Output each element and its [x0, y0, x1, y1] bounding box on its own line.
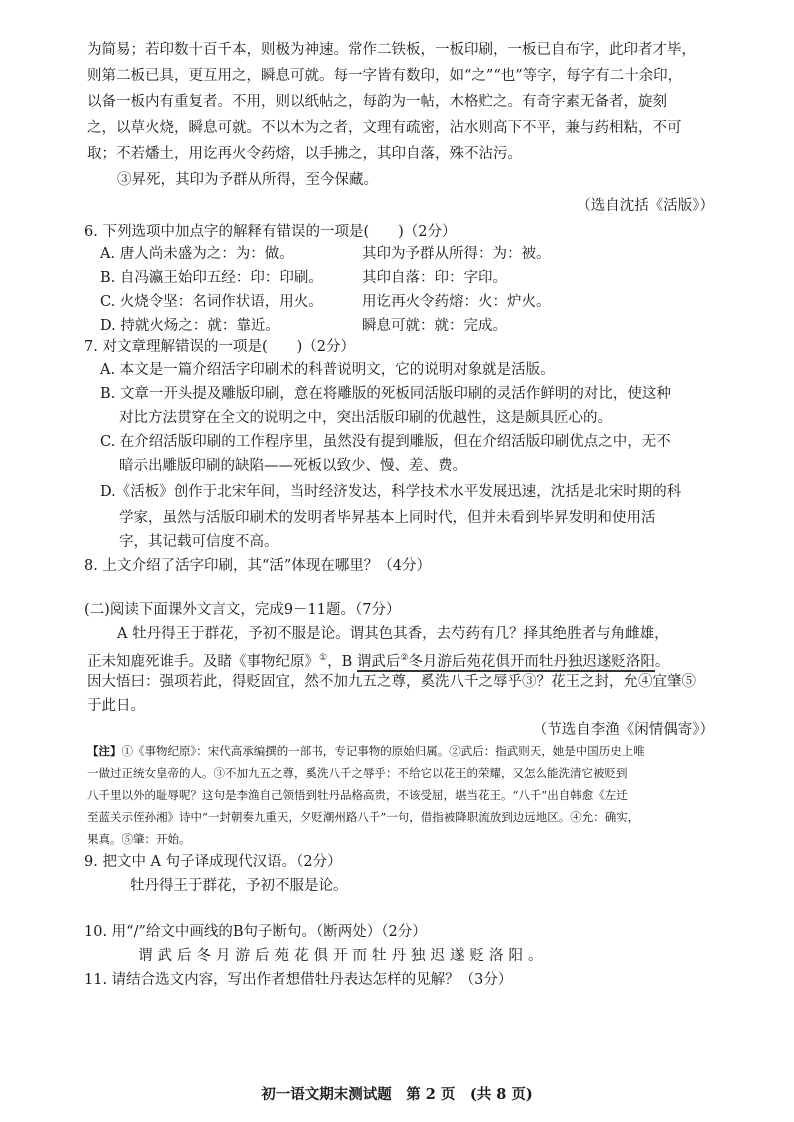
- question-stem: 6. 下列选项中加点字的解释有错误的一项是( )（2分）: [84, 224, 457, 240]
- option-line: C. 在介绍活版印刷的工作程序里，虽然没有提到雕版，但在介绍活版印刷优点之中，无不: [100, 434, 671, 450]
- option-line: 学家，虽然与活版印刷术的发明者毕昇基本上同时代，但并未看到毕昇发明和使用活: [119, 510, 656, 526]
- underlined-sentence-b: 谓武后②冬月游后苑花俱开而牡丹独迟遂贬洛阳: [356, 653, 655, 670]
- option-right: 其印自落：印：字印。: [362, 270, 507, 286]
- punctuation-sentence: 谓武后冬月游后苑花俱开而牡丹独迟遂贬洛阳。: [138, 948, 548, 964]
- question-stem: 9. 把文中 A 句子译成现代汉语。（2分）: [84, 854, 342, 870]
- note-line: 一做过正统女皇帝的人。③不加九五之尊，奚洗八千之辱乎：不给它以花王的荣耀，又怎么能洗清它被贬到: [87, 766, 628, 780]
- option-line: 对比方法贯穿在全文的说明之中，突出活版印刷的优越性，这是颇具匠心的。: [119, 410, 612, 426]
- question-8-stem: 8. 上文介绍了活字印刷，其“活”体现在哪里？（4分）: [84, 558, 431, 574]
- passage-source: （选自沈括《活版》）: [576, 198, 714, 214]
- option-left: A. 唐人尚未盛为之：为：做。: [100, 246, 294, 262]
- option-left: C. 火烧令坚：名词作状语，用火。: [100, 294, 323, 310]
- classical-text-line: 正未知鹿死谁手。及睹《事物纪原》①，B 谓武后②冬月游后苑花俱开而牡丹独迟遂贬洛阳。: [87, 653, 670, 670]
- question-11-stem: 11. 请结合选文内容，写出作者想借牡丹表达怎样的见解？（3分）: [84, 972, 513, 988]
- option-line: D.《活板》创作于北宋年间，当时经济发达，科学技术水平发展迅速，沈括是北宋时期的科: [100, 484, 682, 500]
- page-footer: 初一语文期末测试题 第 2 页 (共 8 页): [261, 1086, 533, 1103]
- option-line: 暗示出雕版印刷的缺陷——死板以致少、慢、差、费。: [119, 458, 467, 474]
- question-stem: 10. 用“/”给文中画线的B句子断句。（断两处）（2分）: [84, 924, 427, 940]
- option-line: 字，其记载可信度不高。: [119, 534, 279, 550]
- section-heading: (二)阅读下面课外文言文，完成9－11题。（7分）: [84, 602, 401, 618]
- note-line: 果真。⑤肇：开始。: [87, 832, 191, 846]
- note-tag: 【注】: [87, 744, 122, 758]
- option-left: D. 持就火炀之：就：靠近。: [100, 318, 280, 334]
- option-left: B. 自冯瀛王始印五经：印：印刷。: [100, 270, 323, 286]
- classical-text-line: 因大悟曰：强项若此，得贬固宜，然不加九五之尊，奚洗八千之辱乎③？花王之封，允④宜肇⑤: [87, 674, 696, 690]
- classical-text-line: 于此日。: [87, 698, 145, 714]
- note-line: 【注】①《事物纪原》：宋代高承编撰的一部书，专记事物的原始归属。②武后：指武则天，她是中国历史上唯: [87, 744, 645, 758]
- question-stem: 7. 对文章理解错误的一项是( )（2分）: [84, 339, 355, 355]
- option-line: A. 本文是一篇介绍活字印刷术的科普说明文，它的说明对象就是活版。: [100, 362, 555, 378]
- passage-line: ③昇死，其印为予群从所得，至今保藏。: [117, 172, 378, 188]
- classical-source: （节选自李渔《闲情偶寄》）: [532, 722, 714, 738]
- classical-text-line: A 牡丹得王于群花，予初不服是论。谓其色其香，去芍药有几？择其绝胜者与角雌雄，: [117, 626, 669, 642]
- translation-sentence: 牡丹得王于群花，予初不服是论。: [130, 878, 348, 894]
- note-line: 八千里以外的耻辱呢？这句是李渔自己领悟到牡丹品格高贵，不该受屈，堪当花王。“八千”出自韩愈《左迁: [87, 788, 628, 802]
- passage-line: 以备一板内有重复者。不用，则以纸帖之，每韵为一帖，木格贮之。有奇字素无备者，旋刻: [87, 94, 667, 110]
- option-right: 其印为予群从所得：为：被。: [362, 246, 551, 262]
- note-line: 至蓝关示侄孙湘》诗中“一封朝奏九重天，夕贬潮州路八千”一句，借指被降职流放到边远地区。④允：确实，: [87, 810, 640, 824]
- option-right: 瞬息可就：就：完成。: [362, 318, 507, 334]
- option-line: B. 文章一开头提及雕版印刷，意在将雕版的死板同活版印刷的灵活作鲜明的对比，使这种: [100, 386, 671, 402]
- passage-line: 则第二板已具，更互用之，瞬息可就。每一字皆有数印，如“之”“也”等字，每字有二十余印，: [87, 68, 683, 84]
- passage-line: 之，以草火烧，瞬息可就。不以木为之者，文理有疏密，沾水则高下不平，兼与药相粘，不可: [87, 120, 682, 136]
- passage-line: 取；不若燔土，用讫再火令药熔，以手拂之，其印自落，殊不沾污。: [87, 146, 522, 162]
- passage-line: 为简易；若印数十百千本，则极为神速。常作二铁板，一板印刷，一板已自布字，此印者才毕，: [87, 42, 696, 58]
- option-right: 用讫再火令药熔：火：炉火。: [362, 294, 551, 310]
